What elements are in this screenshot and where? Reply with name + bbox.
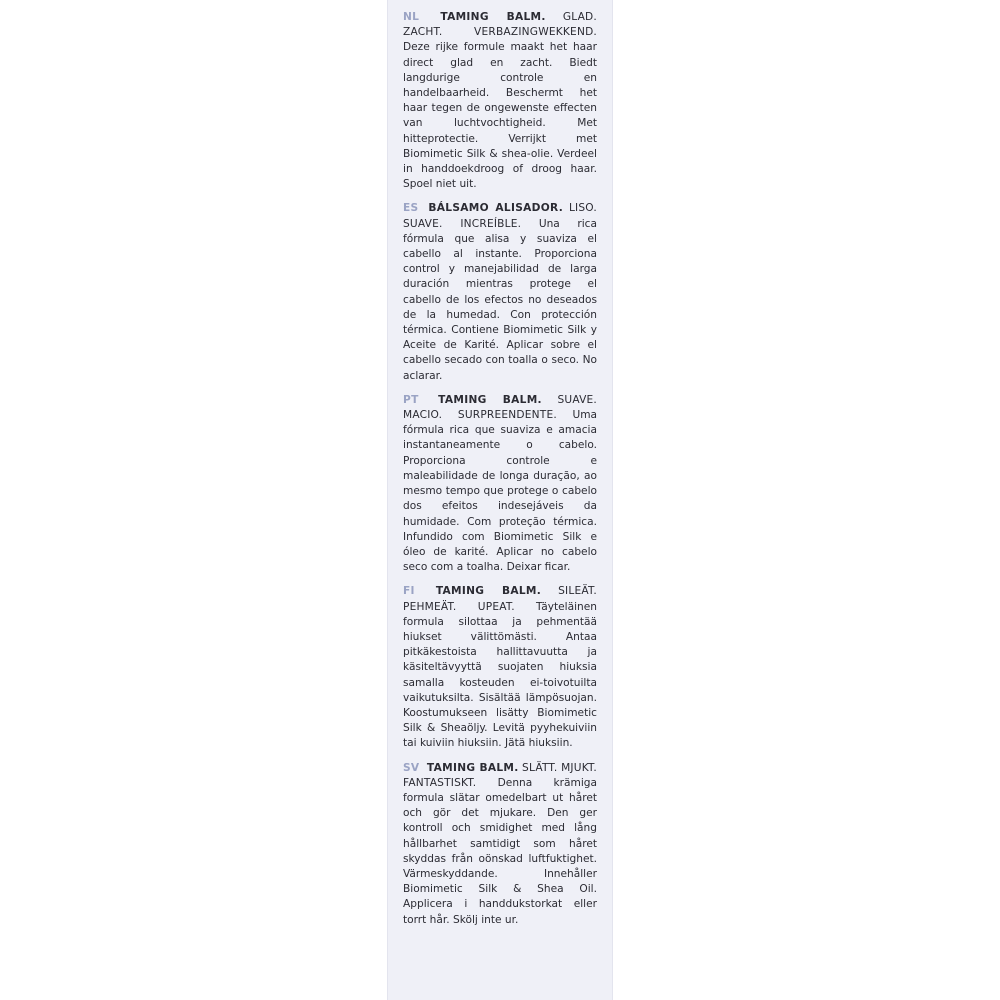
description: Una rica fórmula que alisa y suaviza el cabello al instante. Proporciona control y manejabilidad de larga duración mientras protege el cabello de los efectos no deseados de la humedad. Con protección térmica. Contiene Biomimetic Silk y Aceite de Karité. Aplicar sobre el cabello secado con toalla o seco. No aclarar. [403,217,597,382]
section-nl [403,10,597,192]
tagline: GLAD. ZACHT. VERBAZINGWEKKEND. [403,11,597,39]
description: Täyteläinen formula silottaa ja pehmentää hiukset välittömästi. Antaa pitkäkestoista hallittavuutta ja käsiteltävyyttä suojaten hiuksia samalla kosteuden ei-toivotuilta vaikutuksilta. Sisältää lämpösuojan. Koostumukseen lisätty Biomimetic Silk & Sheaöljy. Levitä pyyhekuiviin tai kuiviin hiuksiin. Jätä hiuksiin. [403,600,597,750]
product-heading: TAMING BALM. [440,11,546,23]
language-code: PT [403,393,419,406]
product-heading: TAMING BALM. [426,761,519,774]
section-fi [403,584,597,751]
tagline: SILEÄT. PEHMEÄT. UPEAT. [403,585,597,613]
language-code: FI [403,585,415,598]
description: Uma fórmula rica que suaviza e amacia instantaneamente o cabelo. Proporciona controle e maleabilidade de longa duração, ao mesmo tempo que protege o cabelo dos efeitos indesejáveis da humidade. Com proteção térmica. Infundido com Biomimetic Silk e óleo de karité. Aplicar no cabelo seco com a toalha. Deixar ficar. [403,409,598,574]
multilingual-text-column [403,10,597,937]
description: Denna krämiga formula slätar omedelbart ut håret och gör det mjukare. Den ger kontroll och smidighet med lång hållbarhet samtidigt som håret skyddas från oönskad luftfuktighet. Värmeskyddande. Innehåller Biomimetic Silk & Shea Oil. Applicera i handdukstorkat eller torrt hår. Skölj inte ur. [403,776,597,926]
product-heading: TAMING BALM. [438,393,542,406]
language-code: SV [403,761,420,774]
section-es [403,201,597,383]
language-code: ES [403,202,419,215]
language-code: NL [403,11,420,23]
tagline: LISO. SUAVE. INCREÍBLE. [403,202,597,230]
section-pt [403,393,597,575]
description: Deze rijke formule maakt het haar direct glad en zacht. Biedt langdurige controle en handelbaarheid. Beschermt het haar tegen de ongewenste effecten van luchtvochtigheid. Met hitteprotectie. Verrijkt met Biomimetic Silk & shea-olie. Verdeel in handdoekdroog of droog haar. Spoel niet uit. [403,41,597,191]
section-sv [403,761,597,928]
tagline: SLÄTT. MJUKT. FANTASTISKT. [403,761,598,789]
product-heading: BÁLSAMO ALISADOR. [428,202,564,215]
product-heading: TAMING BALM. [435,585,542,598]
tagline: SUAVE. MACIO. SURPREENDENTE. [403,393,597,422]
